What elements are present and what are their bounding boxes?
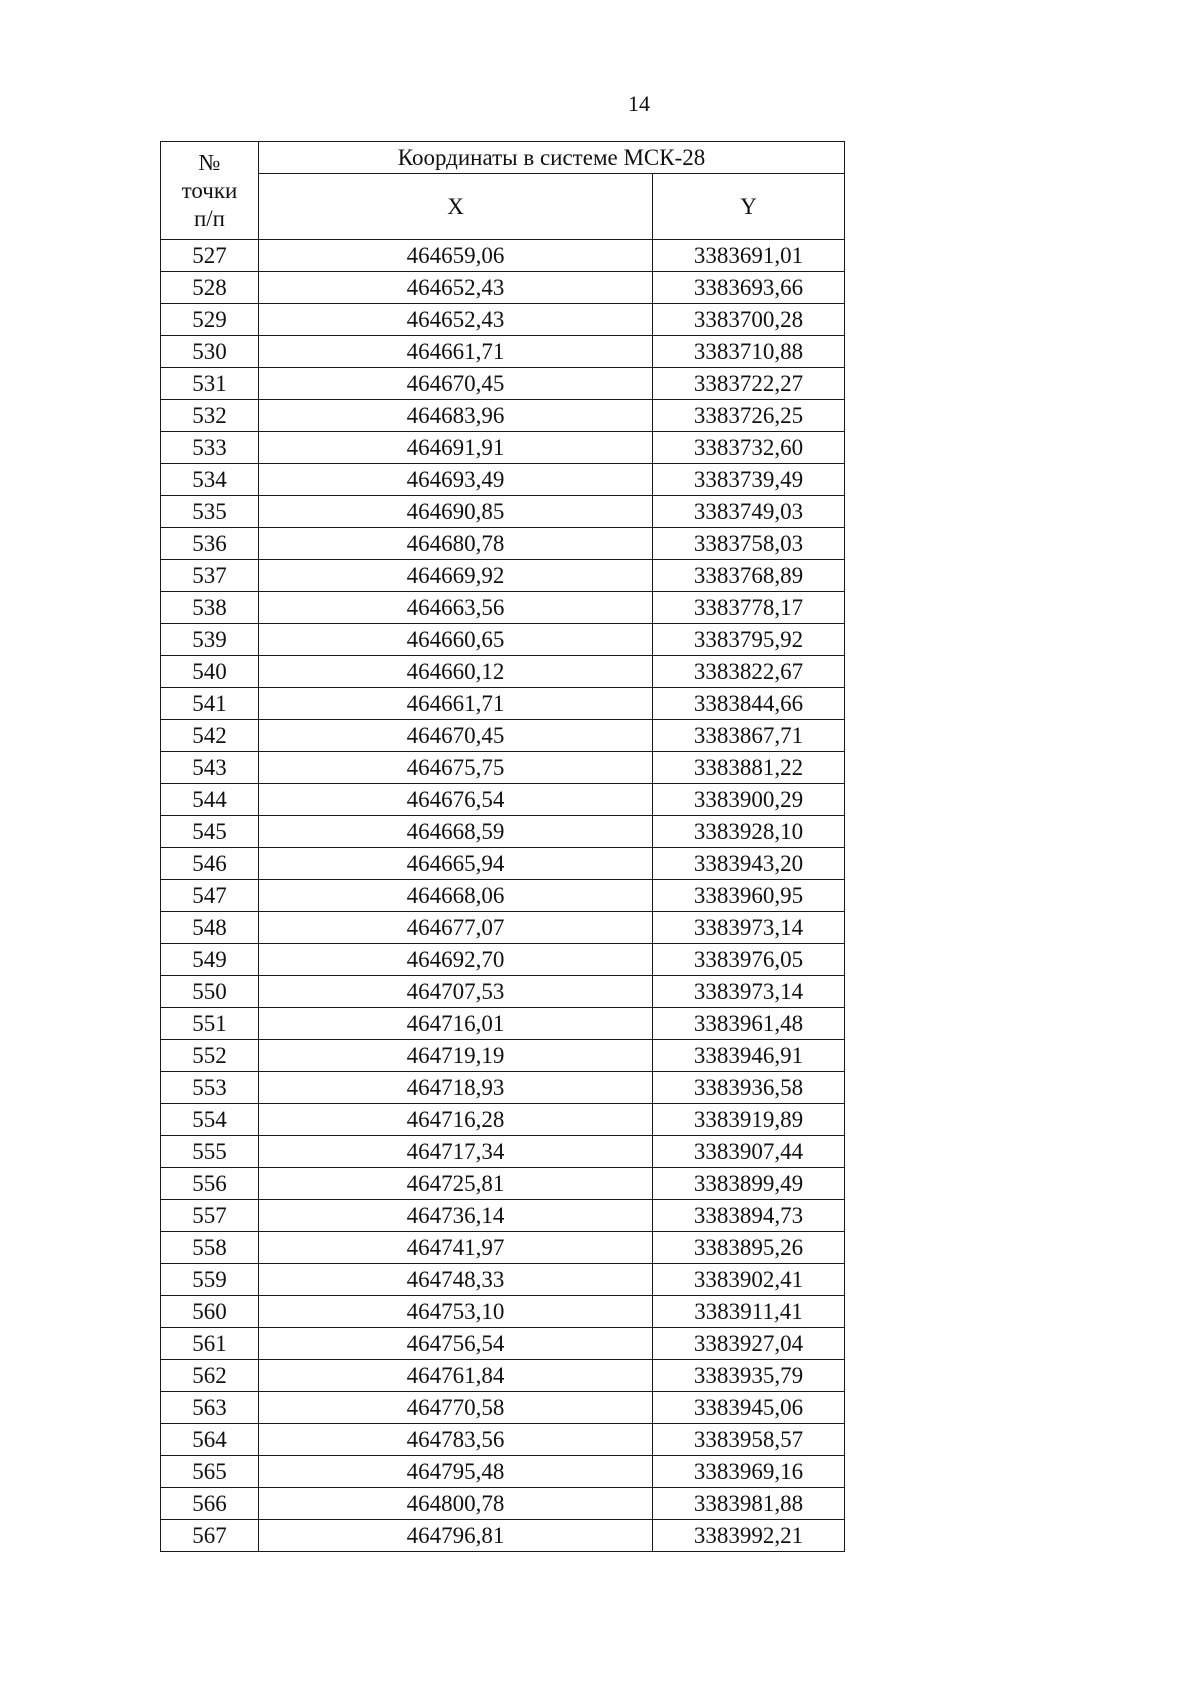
table-row [161,912,845,944]
table-row [161,1136,845,1168]
point-number-cell: 557 [161,1200,259,1232]
x-coordinate-cell: 464665,94 [259,848,653,880]
y-coordinate-cell: 3383992,21 [653,1520,845,1552]
point-number-cell: 531 [161,368,259,400]
y-coordinate-cell: 3383981,88 [653,1488,845,1520]
table-row [161,1232,845,1264]
table-row [161,368,845,400]
table-row [161,592,845,624]
table-row [161,400,845,432]
y-coordinate-cell: 3383739,49 [653,464,845,496]
x-coordinate-cell: 464660,65 [259,624,653,656]
y-coordinate-cell: 3383758,03 [653,528,845,560]
y-coordinate-cell: 3383867,71 [653,720,845,752]
point-number-cell: 537 [161,560,259,592]
point-number-cell: 566 [161,1488,259,1520]
point-number-header-line-3: п/п [193,205,225,231]
y-coordinate-cell: 3383973,14 [653,976,845,1008]
table-row [161,432,845,464]
x-column-header: X [259,174,653,240]
point-number-header-line-1: № [198,149,221,175]
x-coordinate-cell: 464659,06 [259,240,653,272]
table-row [161,816,845,848]
point-number-cell: 535 [161,496,259,528]
x-coordinate-cell: 464736,14 [259,1200,653,1232]
table-row [161,240,845,272]
table-row [161,560,845,592]
y-coordinate-cell: 3383881,22 [653,752,845,784]
point-number-cell: 556 [161,1168,259,1200]
y-coordinate-cell: 3383749,03 [653,496,845,528]
point-number-cell: 540 [161,656,259,688]
point-number-cell: 530 [161,336,259,368]
point-number-cell: 564 [161,1424,259,1456]
x-coordinate-cell: 464756,54 [259,1328,653,1360]
table-row [161,1424,845,1456]
x-coordinate-cell: 464676,54 [259,784,653,816]
x-coordinate-cell: 464796,81 [259,1520,653,1552]
y-coordinate-cell: 3383726,25 [653,400,845,432]
table-row [161,1488,845,1520]
table-row [161,1008,845,1040]
coordinates-system-header: Координаты в системе МСК-28 [259,142,845,174]
point-number-cell: 527 [161,240,259,272]
y-coordinate-cell: 3383927,04 [653,1328,845,1360]
x-coordinate-cell: 464663,56 [259,592,653,624]
table-row [161,1328,845,1360]
x-coordinate-cell: 464800,78 [259,1488,653,1520]
point-number-cell: 554 [161,1104,259,1136]
y-coordinate-cell: 3383795,92 [653,624,845,656]
y-coordinate-cell: 3383960,95 [653,880,845,912]
x-coordinate-cell: 464690,85 [259,496,653,528]
y-coordinate-cell: 3383936,58 [653,1072,845,1104]
x-coordinate-cell: 464693,49 [259,464,653,496]
table-row [161,496,845,528]
x-coordinate-cell: 464716,28 [259,1104,653,1136]
point-number-cell: 561 [161,1328,259,1360]
x-coordinate-cell: 464795,48 [259,1456,653,1488]
table-row [161,1392,845,1424]
table-row [161,656,845,688]
table-row [161,272,845,304]
header-row-bottom [161,174,845,240]
x-coordinate-cell: 464716,01 [259,1008,653,1040]
table-row [161,336,845,368]
point-number-cell: 542 [161,720,259,752]
point-number-cell: 560 [161,1296,259,1328]
x-coordinate-cell: 464680,78 [259,528,653,560]
y-coordinate-cell: 3383945,06 [653,1392,845,1424]
table-row [161,752,845,784]
table-row [161,1520,845,1552]
table-row [161,976,845,1008]
x-coordinate-cell: 464677,07 [259,912,653,944]
table-row [161,1104,845,1136]
x-coordinate-cell: 464668,06 [259,880,653,912]
y-coordinate-cell: 3383935,79 [653,1360,845,1392]
point-number-cell: 549 [161,944,259,976]
x-coordinate-cell: 464725,81 [259,1168,653,1200]
point-number-cell: 547 [161,880,259,912]
x-coordinate-cell: 464669,92 [259,560,653,592]
point-number-cell: 552 [161,1040,259,1072]
y-coordinate-cell: 3383900,29 [653,784,845,816]
point-number-cell: 529 [161,304,259,336]
y-coordinate-cell: 3383693,66 [653,272,845,304]
table-row [161,1264,845,1296]
point-number-cell: 558 [161,1232,259,1264]
point-number-cell: 533 [161,432,259,464]
y-coordinate-cell: 3383710,88 [653,336,845,368]
x-coordinate-cell: 464717,34 [259,1136,653,1168]
point-number-cell: 555 [161,1136,259,1168]
y-coordinate-cell: 3383919,89 [653,1104,845,1136]
table-row [161,1072,845,1104]
table-body [161,240,845,1552]
table-row [161,720,845,752]
y-coordinate-cell: 3383928,10 [653,816,845,848]
y-coordinate-cell: 3383943,20 [653,848,845,880]
x-coordinate-cell: 464761,84 [259,1360,653,1392]
x-coordinate-cell: 464675,75 [259,752,653,784]
point-number-cell: 563 [161,1392,259,1424]
x-coordinate-cell: 464783,56 [259,1424,653,1456]
x-coordinate-cell: 464718,93 [259,1072,653,1104]
table-row [161,1168,845,1200]
table-row [161,624,845,656]
point-number-cell: 534 [161,464,259,496]
point-number-cell: 541 [161,688,259,720]
y-coordinate-cell: 3383700,28 [653,304,845,336]
y-coordinate-cell: 3383822,67 [653,656,845,688]
y-coordinate-cell: 3383768,89 [653,560,845,592]
table-row [161,304,845,336]
point-number-header [161,142,259,240]
x-coordinate-cell: 464668,59 [259,816,653,848]
table-row [161,528,845,560]
table-row [161,784,845,816]
page-number: 14 [628,91,650,116]
x-coordinate-cell: 464707,53 [259,976,653,1008]
coordinates-table [160,141,845,1552]
x-coordinate-cell: 464748,33 [259,1264,653,1296]
y-coordinate-cell: 3383722,27 [653,368,845,400]
y-coordinate-cell: 3383946,91 [653,1040,845,1072]
x-coordinate-cell: 464692,70 [259,944,653,976]
y-coordinate-cell: 3383844,66 [653,688,845,720]
point-number-cell: 532 [161,400,259,432]
table-row [161,464,845,496]
y-column-header: Y [653,174,845,240]
y-coordinate-cell: 3383691,01 [653,240,845,272]
table-row [161,1040,845,1072]
point-number-cell: 538 [161,592,259,624]
y-coordinate-cell: 3383895,26 [653,1232,845,1264]
point-number-cell: 551 [161,1008,259,1040]
table-row [161,944,845,976]
point-number-cell: 550 [161,976,259,1008]
point-number-cell: 565 [161,1456,259,1488]
point-number-cell: 546 [161,848,259,880]
y-coordinate-cell: 3383778,17 [653,592,845,624]
x-coordinate-cell: 464660,12 [259,656,653,688]
x-coordinate-cell: 464770,58 [259,1392,653,1424]
y-coordinate-cell: 3383902,41 [653,1264,845,1296]
table-row [161,1200,845,1232]
point-number-cell: 553 [161,1072,259,1104]
x-coordinate-cell: 464652,43 [259,304,653,336]
point-number-header-line-2: точки [181,177,238,203]
x-coordinate-cell: 464670,45 [259,720,653,752]
point-number-cell: 536 [161,528,259,560]
point-number-cell: 548 [161,912,259,944]
y-coordinate-cell: 3383969,16 [653,1456,845,1488]
point-number-cell: 539 [161,624,259,656]
y-coordinate-cell: 3383894,73 [653,1200,845,1232]
table-row [161,688,845,720]
x-coordinate-cell: 464661,71 [259,336,653,368]
point-number-cell: 567 [161,1520,259,1552]
table-row [161,1296,845,1328]
x-coordinate-cell: 464661,71 [259,688,653,720]
y-coordinate-cell: 3383899,49 [653,1168,845,1200]
y-coordinate-cell: 3383976,05 [653,944,845,976]
table-row [161,880,845,912]
point-number-cell: 528 [161,272,259,304]
point-number-cell: 559 [161,1264,259,1296]
x-coordinate-cell: 464691,91 [259,432,653,464]
x-coordinate-cell: 464741,97 [259,1232,653,1264]
point-number-cell: 562 [161,1360,259,1392]
table-row [161,1456,845,1488]
x-coordinate-cell: 464652,43 [259,272,653,304]
header-row-top [161,142,845,174]
point-number-cell: 545 [161,816,259,848]
table-header [161,142,845,240]
table-row [161,1360,845,1392]
x-coordinate-cell: 464753,10 [259,1296,653,1328]
table-row [161,848,845,880]
y-coordinate-cell: 3383961,48 [653,1008,845,1040]
y-coordinate-cell: 3383907,44 [653,1136,845,1168]
y-coordinate-cell: 3383732,60 [653,432,845,464]
y-coordinate-cell: 3383958,57 [653,1424,845,1456]
point-number-cell: 543 [161,752,259,784]
y-coordinate-cell: 3383973,14 [653,912,845,944]
x-coordinate-cell: 464719,19 [259,1040,653,1072]
x-coordinate-cell: 464683,96 [259,400,653,432]
point-number-cell: 544 [161,784,259,816]
x-coordinate-cell: 464670,45 [259,368,653,400]
y-coordinate-cell: 3383911,41 [653,1296,845,1328]
